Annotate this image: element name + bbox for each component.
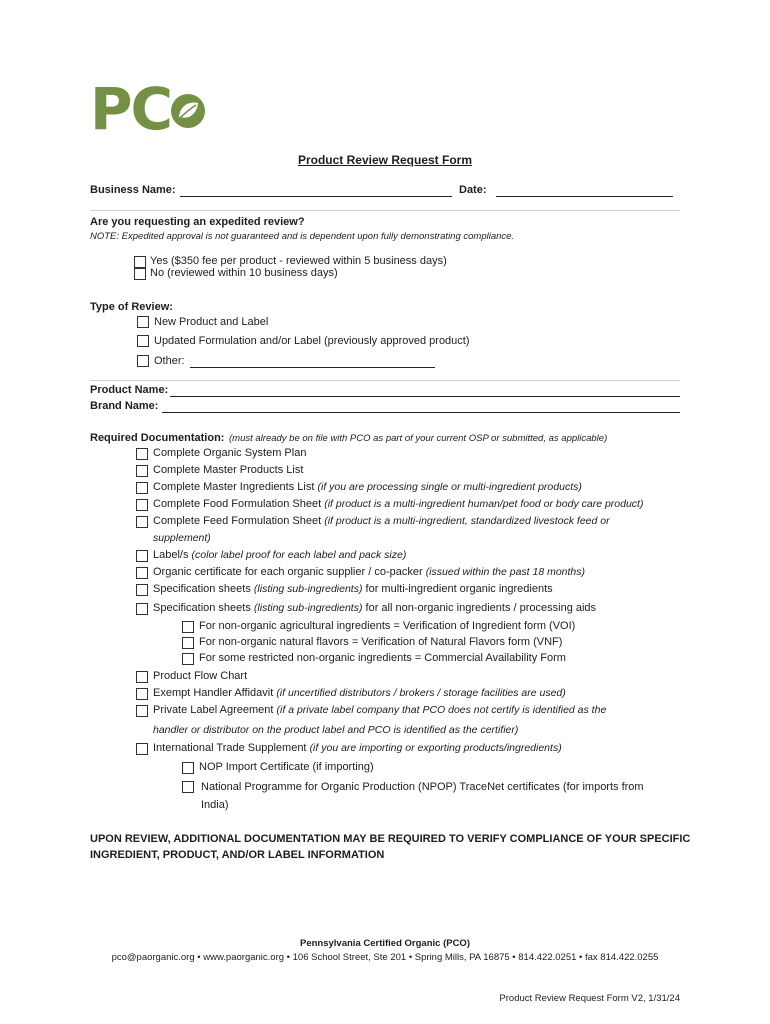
divider (90, 380, 680, 381)
updated-formulation-label: Updated Formulation and/or Label (previously approved product) (154, 335, 470, 347)
expedited-no-label: No (reviewed within 10 business days) (150, 267, 338, 279)
expedited-no-checkbox[interactable] (134, 268, 146, 280)
spec-multi-item (153, 583, 553, 595)
exempt-handler-label: Exempt Handler Affidavit (153, 687, 274, 699)
vnf-checkbox[interactable] (182, 637, 194, 649)
required-docs-label: Required Documentation: (90, 432, 225, 444)
international-trade-checkbox[interactable] (136, 743, 148, 755)
spec-nonorganic-label: Specification sheets (153, 602, 251, 614)
organic-cert-label: Organic certificate for each organic supplier / co-packer (153, 566, 423, 578)
spec-nonorganic-label-end: for all non-organic ingredients / processing aids (365, 602, 597, 614)
private-label-label: Private Label Agreement (153, 704, 274, 716)
labels-label: Label/s (153, 549, 189, 561)
expedited-question: Are you requesting an expedited review? (90, 216, 305, 228)
exempt-handler-item (153, 687, 566, 699)
upon-review-notice-continued: INGREDIENT, PRODUCT, AND/OR LABEL INFORMATION (90, 849, 385, 861)
updated-formulation-checkbox[interactable] (137, 335, 149, 347)
flow-chart-checkbox[interactable] (136, 671, 148, 683)
form-version: Product Review Request Form V2, 1/31/24 (499, 993, 680, 1004)
international-trade-note: (if you are importing or exporting products/ingredients) (309, 742, 562, 754)
type-of-review-label: Type of Review: (90, 301, 173, 313)
npop-label: National Programme for Organic Production (NPOP) TraceNet certificates (for imports from (201, 781, 644, 793)
organic-cert-note: (issued within the past 18 months) (425, 566, 586, 578)
flow-chart-label: Product Flow Chart (153, 670, 248, 682)
organic-cert-checkbox[interactable] (136, 567, 148, 579)
npop-checkbox[interactable] (182, 781, 194, 793)
food-sheet-note: (if product is a multi-ingredient human/pet food or body care product) (324, 498, 644, 510)
business-name-field[interactable] (180, 196, 452, 197)
other-checkbox[interactable] (137, 355, 149, 367)
nop-import-checkbox[interactable] (182, 762, 194, 774)
international-trade-label: International Trade Supplement (153, 742, 307, 754)
footer-address: pco@paorganic.org • www.paorganic.org • 106 School Street, Ste 201 • Spring Mills, PA 16875 • 814.422.0251 • fax 814.422.0255 (111, 952, 659, 963)
feed-sheet-note-continued: supplement) (153, 532, 211, 544)
brand-name-field[interactable] (162, 412, 680, 413)
feed-sheet-item (153, 515, 610, 527)
leaf-o-icon (170, 93, 206, 129)
brand-name-label: Brand Name: (90, 400, 159, 412)
private-label-note-continued: handler or distributor on the product label and PCO is identified as the certifier) (153, 724, 519, 736)
spec-nonorganic-item (153, 602, 596, 614)
product-name-field[interactable] (170, 396, 680, 397)
spec-multi-note: (listing sub-ingredients) (253, 583, 363, 595)
npop-label-continued: India) (201, 799, 229, 811)
master-ingredients-item (153, 481, 582, 493)
new-product-checkbox[interactable] (137, 316, 149, 328)
commercial-availability-checkbox[interactable] (182, 653, 194, 665)
business-name-label: Business Name: (90, 184, 176, 196)
private-label-item (153, 704, 606, 716)
spec-multi-checkbox[interactable] (136, 584, 148, 596)
international-trade-item (153, 742, 562, 754)
master-ingredients-label: Complete Master Ingredients List (153, 481, 315, 493)
spec-multi-label-end: for multi-ingredient organic ingredients (365, 583, 553, 595)
divider (90, 210, 680, 211)
expedited-yes-checkbox[interactable] (134, 256, 146, 268)
required-docs-note: (must already be on file with PCO as part of your current OSP or submitted, as applicable) (229, 433, 608, 444)
spec-multi-label: Specification sheets (153, 583, 251, 595)
expedited-yes-label: Yes ($350 fee per product - reviewed within 5 business days) (150, 255, 447, 267)
master-products-checkbox[interactable] (136, 465, 148, 477)
pco-logo (90, 75, 172, 143)
commercial-availability-label: For some restricted non-organic ingredients = Commercial Availability Form (199, 652, 566, 664)
feed-sheet-note: (if product is a multi-ingredient, standardized livestock feed or (324, 515, 610, 527)
spec-nonorganic-checkbox[interactable] (136, 603, 148, 615)
expedited-note: NOTE: Expedited approval is not guaranteed and is dependent upon fully demonstrating compliance. (90, 231, 515, 242)
food-sheet-checkbox[interactable] (136, 499, 148, 511)
exempt-handler-note: (if uncertified distributors / brokers / storage facilities are used) (276, 687, 566, 699)
product-name-label: Product Name: (90, 384, 169, 396)
new-product-label: New Product and Label (154, 316, 269, 328)
date-label: Date: (459, 184, 487, 196)
exempt-handler-checkbox[interactable] (136, 688, 148, 700)
labels-item (153, 549, 406, 561)
organic-cert-item (153, 566, 585, 578)
upon-review-notice: UPON REVIEW, ADDITIONAL DOCUMENTATION MAY BE REQUIRED TO VERIFY COMPLIANCE OF YOUR SPECIFIC (90, 833, 691, 845)
spec-nonorganic-note: (listing sub-ingredients) (253, 602, 363, 614)
other-field[interactable] (190, 367, 435, 368)
vnf-label: For non-organic natural flavors = Verification of Natural Flavors form (VNF) (199, 636, 563, 648)
footer-org-name: Pennsylvania Certified Organic (PCO) (300, 938, 470, 949)
private-label-checkbox[interactable] (136, 705, 148, 717)
labels-checkbox[interactable] (136, 550, 148, 562)
date-field[interactable] (496, 196, 673, 197)
feed-sheet-checkbox[interactable] (136, 516, 148, 528)
master-ingredients-checkbox[interactable] (136, 482, 148, 494)
labels-note: (color label proof for each label and pack size) (191, 549, 407, 561)
food-sheet-label: Complete Food Formulation Sheet (153, 498, 322, 510)
master-ingredients-note: (if you are processing single or multi-ingredient products) (317, 481, 582, 493)
osp-checkbox[interactable] (136, 448, 148, 460)
master-products-label: Complete Master Products List (153, 464, 304, 476)
osp-label: Complete Organic System Plan (153, 447, 307, 459)
nop-import-label: NOP Import Certificate (if importing) (199, 761, 374, 773)
voi-checkbox[interactable] (182, 621, 194, 633)
feed-sheet-label: Complete Feed Formulation Sheet (153, 515, 322, 527)
food-sheet-item (153, 498, 643, 510)
private-label-note: (if a private label company that PCO does not certify is identified as the (276, 704, 607, 716)
logo-text: PC (90, 75, 172, 143)
other-label: Other: (154, 355, 185, 367)
form-title: Product Review Request Form (297, 153, 473, 167)
voi-label: For non-organic agricultural ingredients = Verification of Ingredient form (VOI) (199, 620, 576, 632)
